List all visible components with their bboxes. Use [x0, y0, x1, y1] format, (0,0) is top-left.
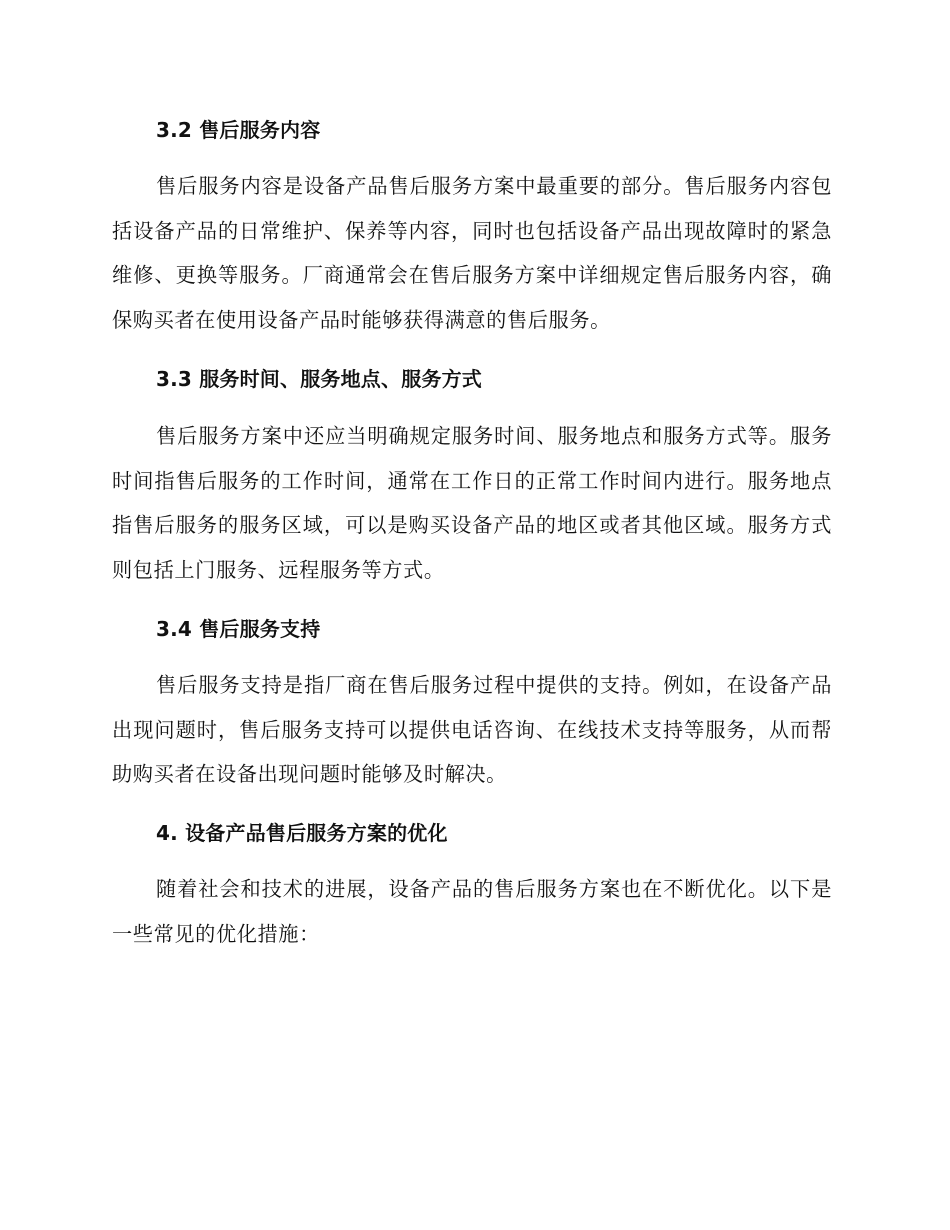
section-paragraph-3-4: 售后服务支持是指厂商在售后服务过程中提供的支持。例如，在设备产品出现问题时，售后服务支持可以提供电话咨询、在线技术支持等服务，从而帮助购买者在设备出现问题时能够及时解决。 [112, 673, 832, 786]
section-paragraph-4: 随着社会和技术的进展，设备产品的售后服务方案也在不断优化。以下是一些常见的优化措施： [112, 877, 832, 946]
section-heading-3-4: 3.4 售后服务支持 [156, 617, 321, 641]
section-heading-3-3: 3.3 服务时间、服务地点、服务方式 [156, 367, 482, 391]
section-paragraph-3-2: 售后服务内容是设备产品售后服务方案中最重要的部分。售后服务内容包括设备产品的日常维护、保养等内容，同时也包括设备产品出现故障时的紧急维修、更换等服务。厂商通常会在售后服务方案中详细规定售后服务内容，确保购买者在使用设备产品时能够获得满意的售后服务。 [112, 174, 832, 332]
section-heading-4: 4. 设备产品售后服务方案的优化 [156, 821, 448, 845]
section-heading-3-2: 3.2 售后服务内容 [156, 118, 321, 142]
section-paragraph-3-3: 售后服务方案中还应当明确规定服务时间、服务地点和服务方式等。服务时间指售后服务的工作时间，通常在工作日的正常工作时间内进行。服务地点指售后服务的服务区域，可以是购买设备产品的地区或者其他区域。服务方式则包括上门服务、远程服务等方式。 [112, 424, 832, 582]
